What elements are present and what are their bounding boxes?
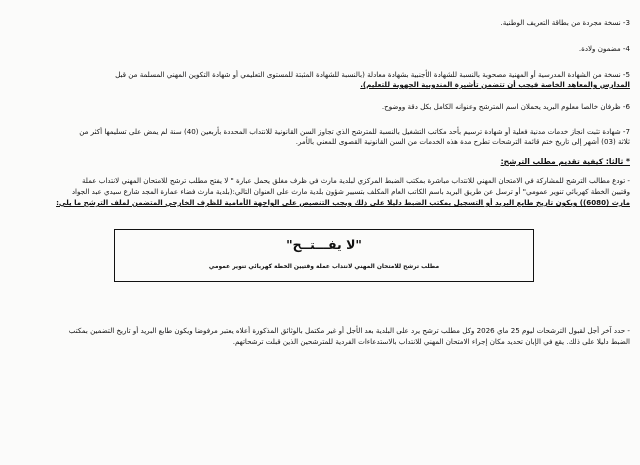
item-5-certificate-line-1: [115, 70, 630, 79]
item-3-national-id-copy: 3- نسخة مجردة من بطاقة التعريف الوطنية.: [500, 18, 630, 27]
submission-paragraph-line-2: وقتيين الخطة كهربائي تنوير عمومي" أو ترسل عن طريق البريد باسم الكاتب العام المكلف بتسيير شؤون بلدية مارث على العنوان التالي:(بلدية مارث فضاء عمارة المجد شارع سيدي عبد الجواد: [71, 187, 630, 196]
item-5-text: 5- نسخة من الشهادة المدرسية أو المهنية مصحوبة بالنسبة للشهادة الأجنبية بشهادة معادلة (بالنسبة للشهادة المثبتة للمستوى التعليمي أو شهادة التكوين المهني المسلمة من قبل: [115, 70, 630, 79]
item-5-certificate-line-2: المدارس والمعاهد الخاصة فيجب أن تتضمن تأشيرة المندوبية الجهوية للتعليم).: [360, 80, 630, 89]
deadline-paragraph-line-2: الضبط دليلا على ذلك. يقع في الإبان تحديد مكان إجراء الامتحان المهني للانتداب بالاستدعاءات الفردية للمترشحين الذين قبلت ترشحاتهم.: [232, 337, 630, 346]
submission-paragraph-line-1: - تودع مطالب الترشح للمشاركة في الامتحان المهني للانتداب مباشرة بمكتب الضبط المركزي لبلدية مارث في ظرف مغلق يحمل عبارة " لا يفتح مطلب ترشح للامتحان المهني لانتداب عملة: [81, 176, 630, 185]
submission-paragraph-line-3: مارث (6080)) ويكون تاريخ طابع البريد أو التسجيل بمكتب الضبط دليلا على ذلك ويجب التنصيص على الواجهة الأمامية للظرف الخارجي المتضمن لملف الترشح ما يلي:: [56, 198, 630, 207]
application-subject-label: مطلب ترشح للامتحان المهني لانتداب عملة وقتيين الخطة كهربائي تنوير عمومي: [208, 264, 440, 270]
envelope-label-box: [114, 229, 534, 282]
item-4-birth-extract: 4- مضمون ولادة.: [578, 44, 630, 53]
deadline-paragraph-line-1: - حدد آخر أجل لقبول الترشحات ليوم 25 ماي 2026 وكل مطلب ترشح يرد على البلدية بعد الأجل أو غير مكتمل بالوثائق المذكورة أعلاه يعتبر مرفوضا ويكون طابع البريد أو تاريخ التضمين بمكتب: [68, 326, 630, 335]
item-6-envelopes: 6- ظرفان خالصا معلوم البريد يحملان اسم المترشح وعنوانه الكامل بكل دقة ووضوح.: [381, 102, 630, 111]
section-3-heading: * ثالثا: كيفية تقديم مطلب الترشح:: [500, 157, 630, 166]
do-not-open-label: "لا يفـــتــح": [286, 237, 362, 252]
item-7-civil-service-line-2: ثلاثة (03) أشهر إلى تاريخ ختم قائمة الترشحات تطرح مدة هذه الخدمات من السن القانونية القصوى للمعني بالأمر.: [295, 137, 630, 146]
item-7-civil-service-line-1: 7- شهادة تثبت انجاز خدمات مدنية فعلية أو شهادة ترسيم بأحد مكاتب التشغيل بالنسبة للمترشح الذي تجاوز السن القانونية للانتداب المحددة بأربعين (40) سنة لم يمض على تسليمها أكثر من: [79, 127, 630, 136]
